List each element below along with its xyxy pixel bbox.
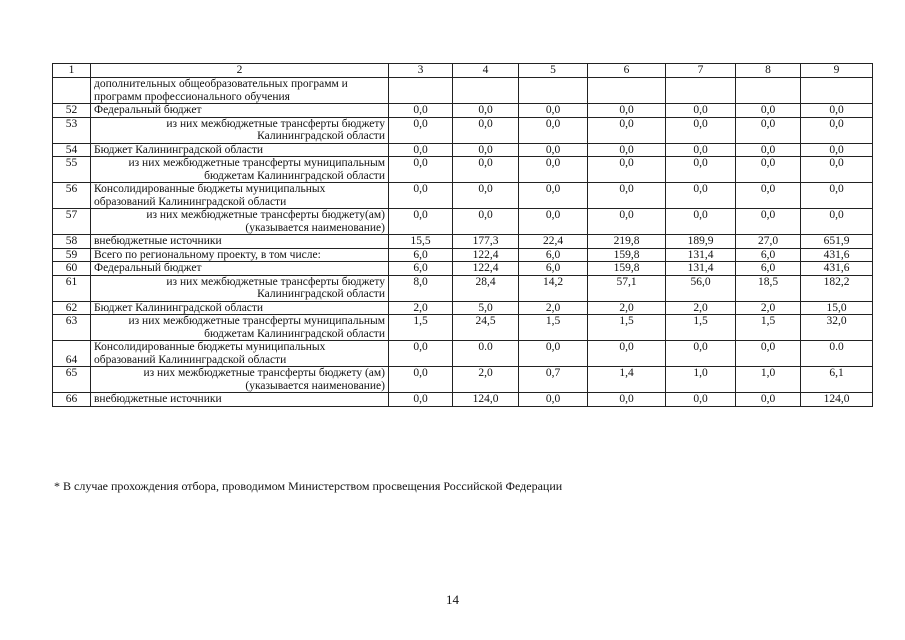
- row-label: Всего по региональному проекту, в том числе:: [91, 248, 389, 262]
- value-cell: 0,0: [736, 104, 801, 118]
- row-number: 54: [53, 143, 91, 157]
- value-cell: 0,0: [519, 117, 588, 143]
- row-number: 57: [53, 209, 91, 235]
- value-cell: 6,0: [736, 248, 801, 262]
- value-cell: 1,5: [389, 315, 453, 341]
- value-cell: 431,6: [801, 248, 873, 262]
- value-cell: 0,0: [389, 367, 453, 393]
- budget-table: [52, 63, 873, 407]
- value-cell: 0,0: [736, 209, 801, 235]
- row-label: внебюджетные источники: [91, 235, 389, 249]
- value-cell: 57,1: [588, 275, 666, 301]
- value-cell: [666, 78, 736, 104]
- row-number: [53, 78, 91, 104]
- value-cell: 0,0: [453, 117, 519, 143]
- value-cell: 431,6: [801, 262, 873, 276]
- value-cell: 0,0: [736, 117, 801, 143]
- value-cell: 1,0: [666, 367, 736, 393]
- value-cell: 177,3: [453, 235, 519, 249]
- value-cell: [801, 78, 873, 104]
- table-row: [53, 275, 873, 301]
- column-header: 9: [801, 64, 873, 78]
- row-number: 66: [53, 393, 91, 407]
- value-cell: 0,0: [389, 143, 453, 157]
- row-label: из них межбюджетные трансферты бюджету(ам) (указывается наименование): [91, 209, 389, 235]
- row-number: 52: [53, 104, 91, 118]
- value-cell: 131,4: [666, 262, 736, 276]
- value-cell: 0,0: [801, 143, 873, 157]
- value-cell: 0,0: [453, 183, 519, 209]
- value-cell: 0,0: [389, 104, 453, 118]
- value-cell: 15,5: [389, 235, 453, 249]
- value-cell: 2,0: [453, 367, 519, 393]
- value-cell: 5,0: [453, 301, 519, 315]
- value-cell: 2,0: [736, 301, 801, 315]
- value-cell: 159,8: [588, 248, 666, 262]
- value-cell: 0,0: [666, 117, 736, 143]
- row-label: Консолидированные бюджеты муниципальных образований Калининградской области: [91, 183, 389, 209]
- value-cell: 0,0: [389, 117, 453, 143]
- row-number: 53: [53, 117, 91, 143]
- column-header: 8: [736, 64, 801, 78]
- value-cell: 0,0: [588, 104, 666, 118]
- value-cell: 0,0: [453, 143, 519, 157]
- row-number: 55: [53, 157, 91, 183]
- column-header: 6: [588, 64, 666, 78]
- column-header: 1: [53, 64, 91, 78]
- value-cell: 0,0: [588, 157, 666, 183]
- table-row: [53, 393, 873, 407]
- table-row: [53, 117, 873, 143]
- row-label: из них межбюджетные трансферты бюджету Калининградской области: [91, 275, 389, 301]
- value-cell: 15,0: [801, 301, 873, 315]
- table-row: [53, 235, 873, 249]
- table-row: [53, 248, 873, 262]
- value-cell: 0,0: [801, 104, 873, 118]
- value-cell: 6,0: [389, 262, 453, 276]
- row-label: из них межбюджетные трансферты бюджету Калининградской области: [91, 117, 389, 143]
- value-cell: [389, 78, 453, 104]
- value-cell: 219,8: [588, 235, 666, 249]
- value-cell: [588, 78, 666, 104]
- column-header: 2: [91, 64, 389, 78]
- row-label: из них межбюджетные трансферты муниципальным бюджетам Калининградской области: [91, 315, 389, 341]
- value-cell: 24,5: [453, 315, 519, 341]
- value-cell: 0,0: [519, 104, 588, 118]
- value-cell: 0,0: [519, 143, 588, 157]
- value-cell: 2,0: [588, 301, 666, 315]
- value-cell: 0.0: [801, 341, 873, 367]
- value-cell: 2,0: [519, 301, 588, 315]
- column-header: 7: [666, 64, 736, 78]
- column-header: 4: [453, 64, 519, 78]
- value-cell: 0,0: [519, 209, 588, 235]
- value-cell: 0,0: [736, 183, 801, 209]
- value-cell: [736, 78, 801, 104]
- value-cell: 8,0: [389, 275, 453, 301]
- value-cell: 6,1: [801, 367, 873, 393]
- value-cell: 0,0: [666, 341, 736, 367]
- row-number: 63: [53, 315, 91, 341]
- row-label: Бюджет Калининградской области: [91, 143, 389, 157]
- value-cell: 0,0: [666, 183, 736, 209]
- value-cell: [519, 78, 588, 104]
- value-cell: 22,4: [519, 235, 588, 249]
- table-row: [53, 341, 873, 367]
- value-cell: 1,0: [736, 367, 801, 393]
- value-cell: 56,0: [666, 275, 736, 301]
- row-number: 61: [53, 275, 91, 301]
- value-cell: [453, 78, 519, 104]
- value-cell: 6,0: [389, 248, 453, 262]
- value-cell: 0,0: [736, 393, 801, 407]
- table-row: [53, 157, 873, 183]
- value-cell: 0,0: [588, 209, 666, 235]
- value-cell: 14,2: [519, 275, 588, 301]
- row-number: 64: [53, 341, 91, 367]
- row-number: 62: [53, 301, 91, 315]
- value-cell: 0,0: [666, 143, 736, 157]
- value-cell: 0,0: [453, 209, 519, 235]
- value-cell: 0,7: [519, 367, 588, 393]
- table-row: [53, 143, 873, 157]
- row-label: дополнительных общеобразовательных программ и программ профессионального обучения: [91, 78, 389, 104]
- row-label: Федеральный бюджет: [91, 104, 389, 118]
- value-cell: 0,0: [666, 209, 736, 235]
- value-cell: 2,0: [389, 301, 453, 315]
- page-number: 14: [446, 592, 459, 607]
- value-cell: 0,0: [453, 104, 519, 118]
- value-cell: 189,9: [666, 235, 736, 249]
- value-cell: 0,0: [801, 117, 873, 143]
- table-header-row: [53, 64, 873, 78]
- value-cell: 0,0: [519, 157, 588, 183]
- value-cell: 28,4: [453, 275, 519, 301]
- value-cell: 122,4: [453, 262, 519, 276]
- value-cell: 0,0: [801, 209, 873, 235]
- value-cell: 1,5: [666, 315, 736, 341]
- row-number: 58: [53, 235, 91, 249]
- row-label: Бюджет Калининградской области: [91, 301, 389, 315]
- value-cell: 1,4: [588, 367, 666, 393]
- value-cell: 0,0: [588, 341, 666, 367]
- row-number: 65: [53, 367, 91, 393]
- value-cell: 6,0: [736, 262, 801, 276]
- value-cell: 124,0: [453, 393, 519, 407]
- value-cell: 0,0: [588, 143, 666, 157]
- value-cell: 1,5: [588, 315, 666, 341]
- row-label: Консолидированные бюджеты муниципальных образований Калининградской области: [91, 341, 389, 367]
- value-cell: 0,0: [389, 183, 453, 209]
- value-cell: 122,4: [453, 248, 519, 262]
- row-label: из них межбюджетные трансферты муниципальным бюджетам Калининградской области: [91, 157, 389, 183]
- value-cell: 651,9: [801, 235, 873, 249]
- row-label: внебюджетные источники: [91, 393, 389, 407]
- value-cell: 0,0: [453, 157, 519, 183]
- value-cell: 159,8: [588, 262, 666, 276]
- value-cell: 6,0: [519, 262, 588, 276]
- value-cell: 182,2: [801, 275, 873, 301]
- row-number: 60: [53, 262, 91, 276]
- table-body: [53, 78, 873, 407]
- row-number: 56: [53, 183, 91, 209]
- value-cell: 0,0: [588, 183, 666, 209]
- value-cell: 0,0: [666, 104, 736, 118]
- column-header: 5: [519, 64, 588, 78]
- table-row: [53, 367, 873, 393]
- value-cell: 0,0: [389, 157, 453, 183]
- value-cell: 0,0: [736, 157, 801, 183]
- value-cell: 0,0: [519, 341, 588, 367]
- table-row: [53, 209, 873, 235]
- value-cell: 0.0: [453, 341, 519, 367]
- value-cell: 0,0: [389, 393, 453, 407]
- table-row: [53, 301, 873, 315]
- value-cell: 0,0: [801, 183, 873, 209]
- table-row: [53, 183, 873, 209]
- value-cell: 0,0: [736, 341, 801, 367]
- value-cell: 0,0: [736, 143, 801, 157]
- value-cell: 0,0: [588, 393, 666, 407]
- value-cell: 0,0: [389, 209, 453, 235]
- value-cell: 124,0: [801, 393, 873, 407]
- row-number: 59: [53, 248, 91, 262]
- value-cell: 131,4: [666, 248, 736, 262]
- value-cell: 0,0: [389, 341, 453, 367]
- value-cell: 0,0: [588, 117, 666, 143]
- column-header: 3: [389, 64, 453, 78]
- value-cell: 0,0: [801, 157, 873, 183]
- table-row: [53, 315, 873, 341]
- value-cell: 32,0: [801, 315, 873, 341]
- row-label: из них межбюджетные трансферты бюджету (ам) (указывается наименование): [91, 367, 389, 393]
- row-label: Федеральный бюджет: [91, 262, 389, 276]
- value-cell: 18,5: [736, 275, 801, 301]
- value-cell: 0,0: [666, 393, 736, 407]
- table-row: [53, 78, 873, 104]
- value-cell: 1,5: [519, 315, 588, 341]
- value-cell: 0,0: [666, 157, 736, 183]
- footnote: * В случае прохождения отбора, проводимом Министерством просвещения Российской Федерации: [54, 479, 563, 493]
- value-cell: 27,0: [736, 235, 801, 249]
- table-row: [53, 104, 873, 118]
- value-cell: 0,0: [519, 393, 588, 407]
- value-cell: 1,5: [736, 315, 801, 341]
- value-cell: 0,0: [519, 183, 588, 209]
- value-cell: 2,0: [666, 301, 736, 315]
- table-row: [53, 262, 873, 276]
- value-cell: 6,0: [519, 248, 588, 262]
